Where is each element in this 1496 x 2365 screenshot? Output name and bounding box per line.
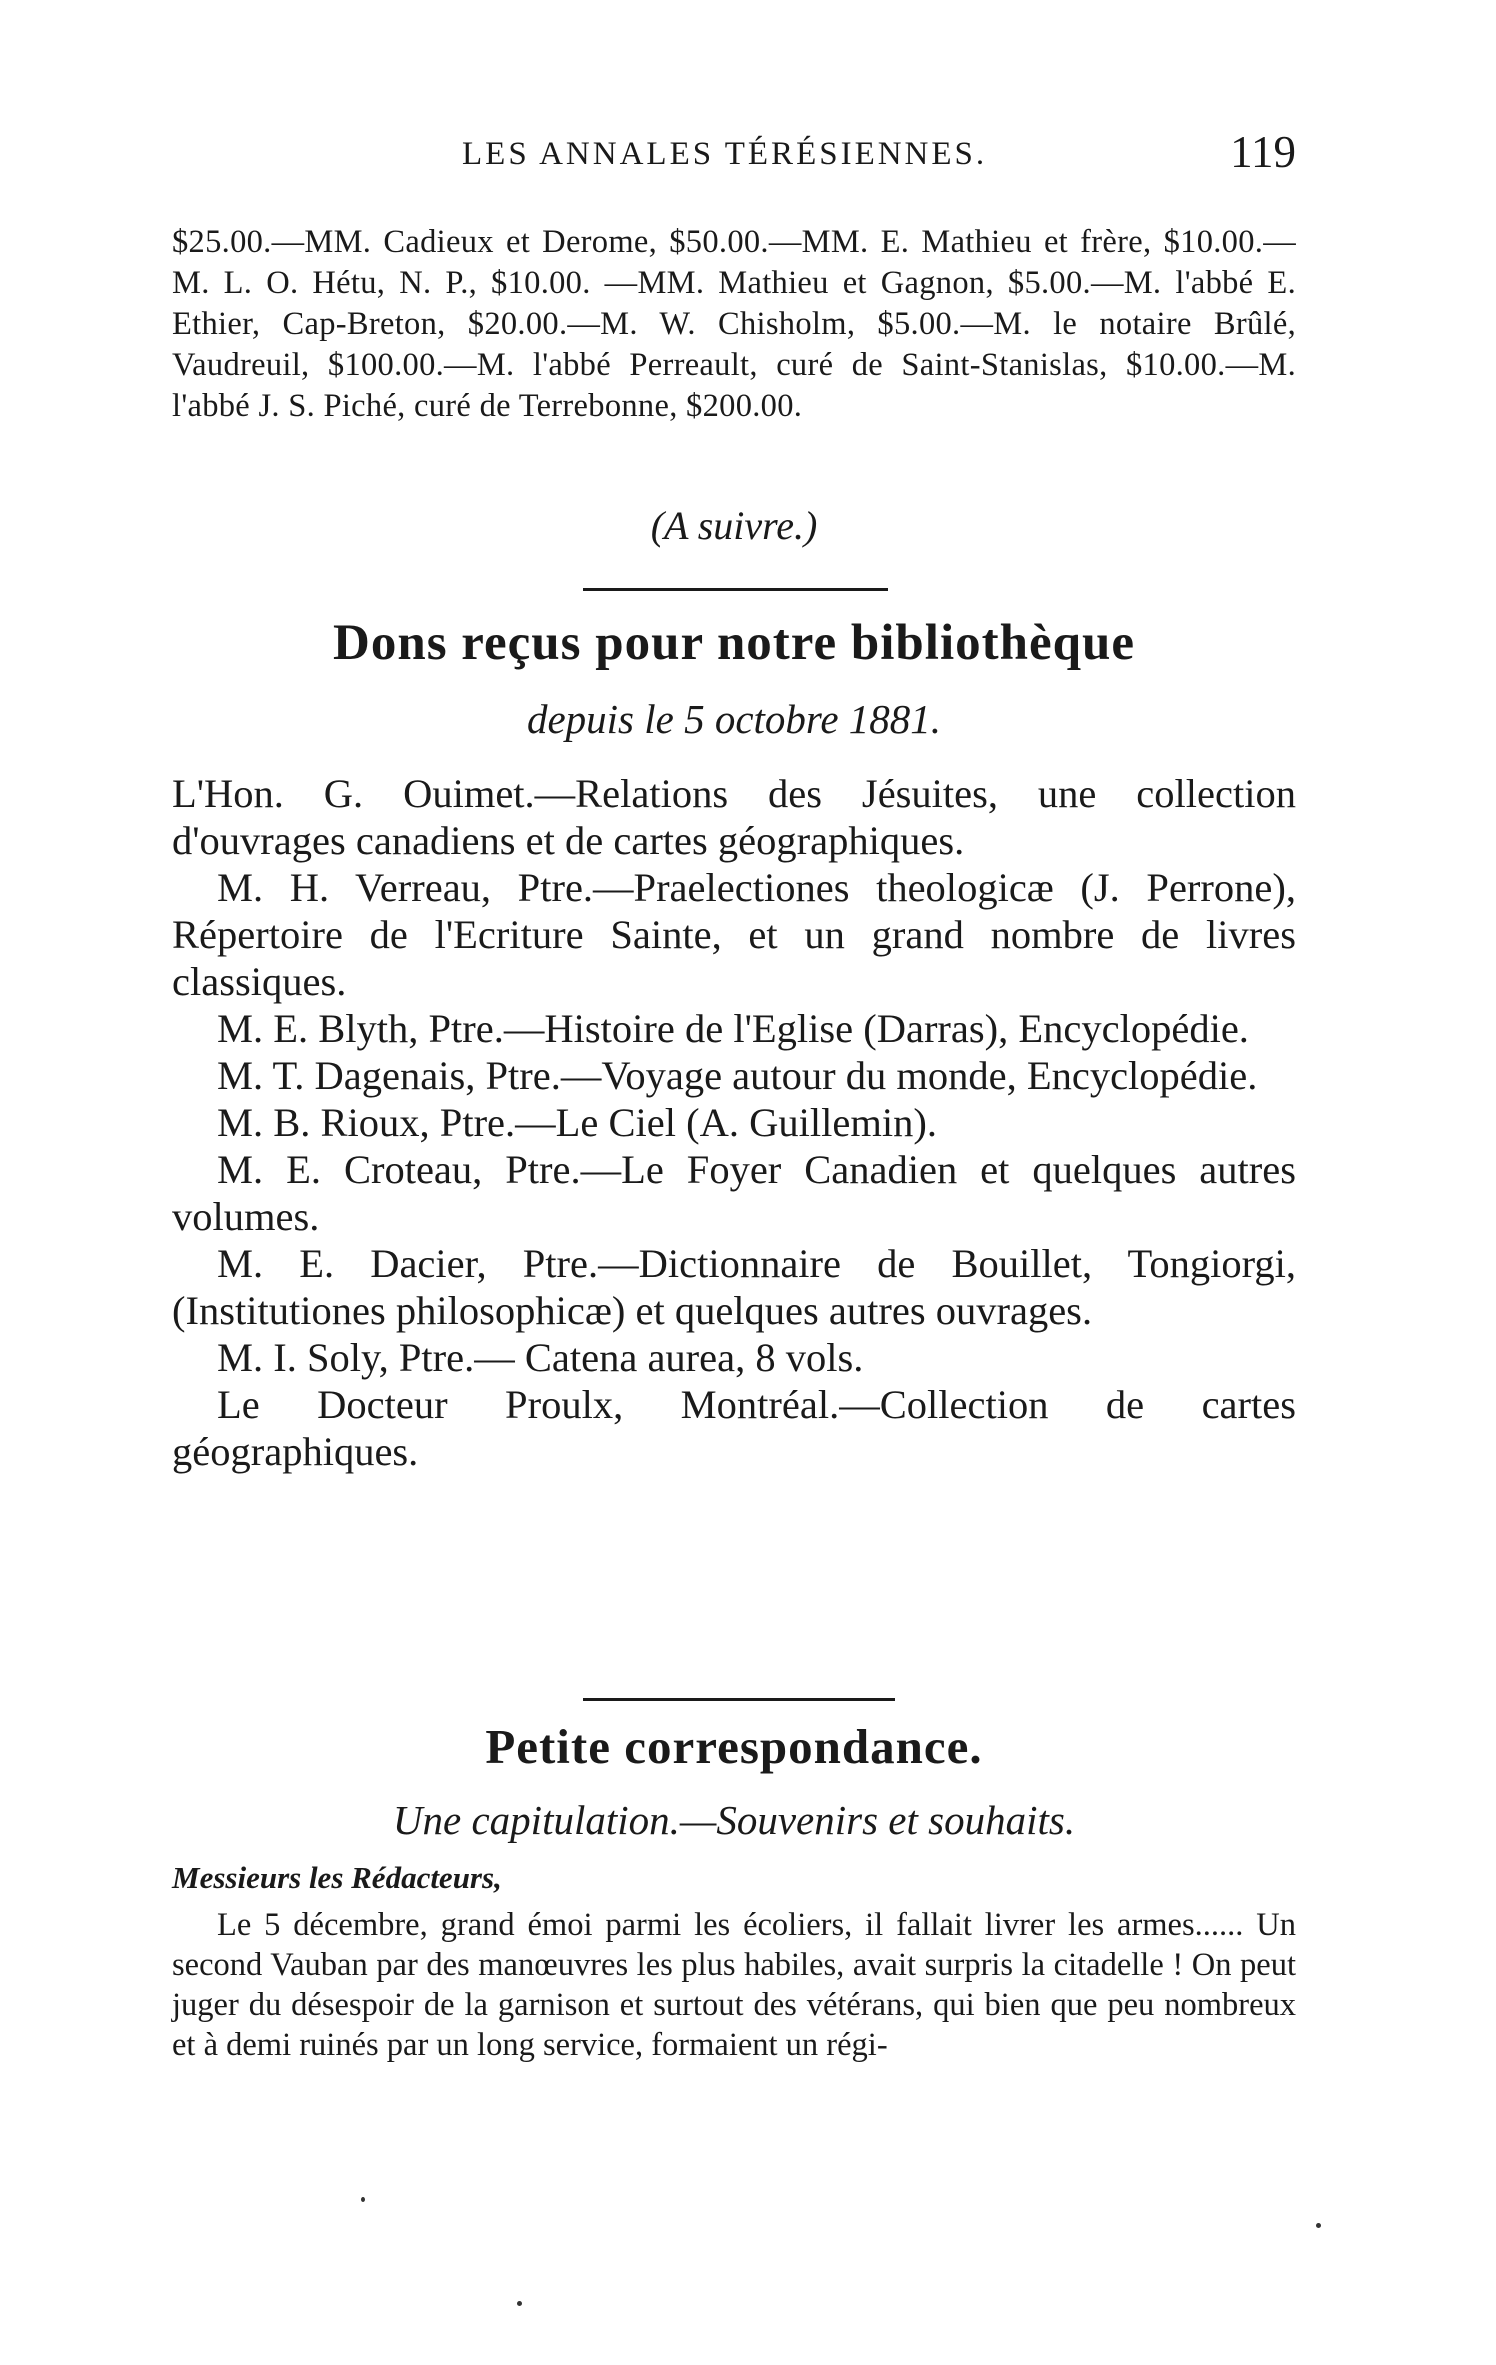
library-subheading: depuis le 5 octobre 1881. bbox=[526, 696, 942, 742]
library-donations bbox=[172, 770, 1296, 1475]
library-entry: L'Hon. G. Ouimet.—Relations des Jésuites, une collection d'ouvrages canadiens et de cartes géographiques. bbox=[172, 771, 1296, 863]
letter-body bbox=[172, 1905, 1296, 2065]
page-number: 119 bbox=[1230, 127, 1296, 177]
library-entry: M. E. Dacier, Ptre.—Dictionnaire de Bouillet, Tongiorgi, (Institutiones philosophicæ) et quelques autres ouvrages. bbox=[172, 1241, 1296, 1333]
library-entry: M. H. Verreau, Ptre.—Praelectiones theologicæ (J. Perrone), Répertoire de l'Ecriture Sainte, et un grand nombre de livres classiques. bbox=[172, 865, 1296, 1004]
library-entry: M. I. Soly, Ptre.— Catena aurea, 8 vols. bbox=[217, 1335, 864, 1380]
correspondence-heading: Petite correspondance. bbox=[485, 1719, 983, 1774]
to-be-continued: (A suivre.) bbox=[650, 503, 818, 548]
library-entry: Le Docteur Proulx, Montréal.—Collection de cartes géographiques. bbox=[172, 1382, 1296, 1474]
print-speck bbox=[1316, 2223, 1321, 2228]
print-speck bbox=[361, 2197, 365, 2202]
letter-salutation: Messieurs les Rédacteurs, bbox=[172, 1860, 502, 1895]
donations-paragraph: $25.00.—MM. Cadieux et Derome, $50.00.—MM. E. Mathieu et frère, $10.00.—M. L. O. Hétu, N. P., $10.00. —MM. Mathieu et Gagnon, $5.00.—M. l'abbé E. Ethier, Cap-Breton, $20.00.—M. W. Chisholm, $5.00.—M. le notaire Brûlé, Vaudreuil, $100.00.—M. l'abbé Perreault, curé de Saint-Stanislas, $10.00.—M. l'abbé J. S. Piché, curé de Terrebonne, $200.00. bbox=[172, 224, 1296, 424]
section-divider bbox=[583, 1698, 895, 1701]
print-speck bbox=[517, 2301, 522, 2306]
section-divider bbox=[583, 588, 888, 591]
donations-list bbox=[172, 222, 1296, 427]
correspondence-subheading: Une capitulation.—Souvenirs et souhaits. bbox=[392, 1797, 1076, 1843]
library-entry: M. E. Blyth, Ptre.—Histoire de l'Eglise (Darras), Encyclopédie. bbox=[217, 1006, 1249, 1051]
library-heading: Dons reçus pour notre bibliothèque bbox=[333, 615, 1135, 671]
library-entry: M. B. Rioux, Ptre.—Le Ciel (A. Guillemin). bbox=[217, 1100, 937, 1145]
running-head bbox=[172, 127, 1296, 192]
running-head-title: LES ANNALES TÉRÉSIENNES. bbox=[462, 136, 988, 172]
library-entry: M. T. Dagenais, Ptre.—Voyage autour du monde, Encyclopédie. bbox=[217, 1053, 1258, 1098]
library-entry: M. E. Croteau, Ptre.—Le Foyer Canadien et quelques autres volumes. bbox=[172, 1147, 1296, 1239]
letter-paragraph: Le 5 décembre, grand émoi parmi les écoliers, il fallait livrer les armes...... Un second Vauban par des manœuvres les plus habiles, avait surpris la citadelle ! On peut juger du désespoir de la garnison et surtout des vétérans, qui bien que peu nombreux et à demi ruinés par un long service, formaient un régi- bbox=[172, 1907, 1296, 2063]
